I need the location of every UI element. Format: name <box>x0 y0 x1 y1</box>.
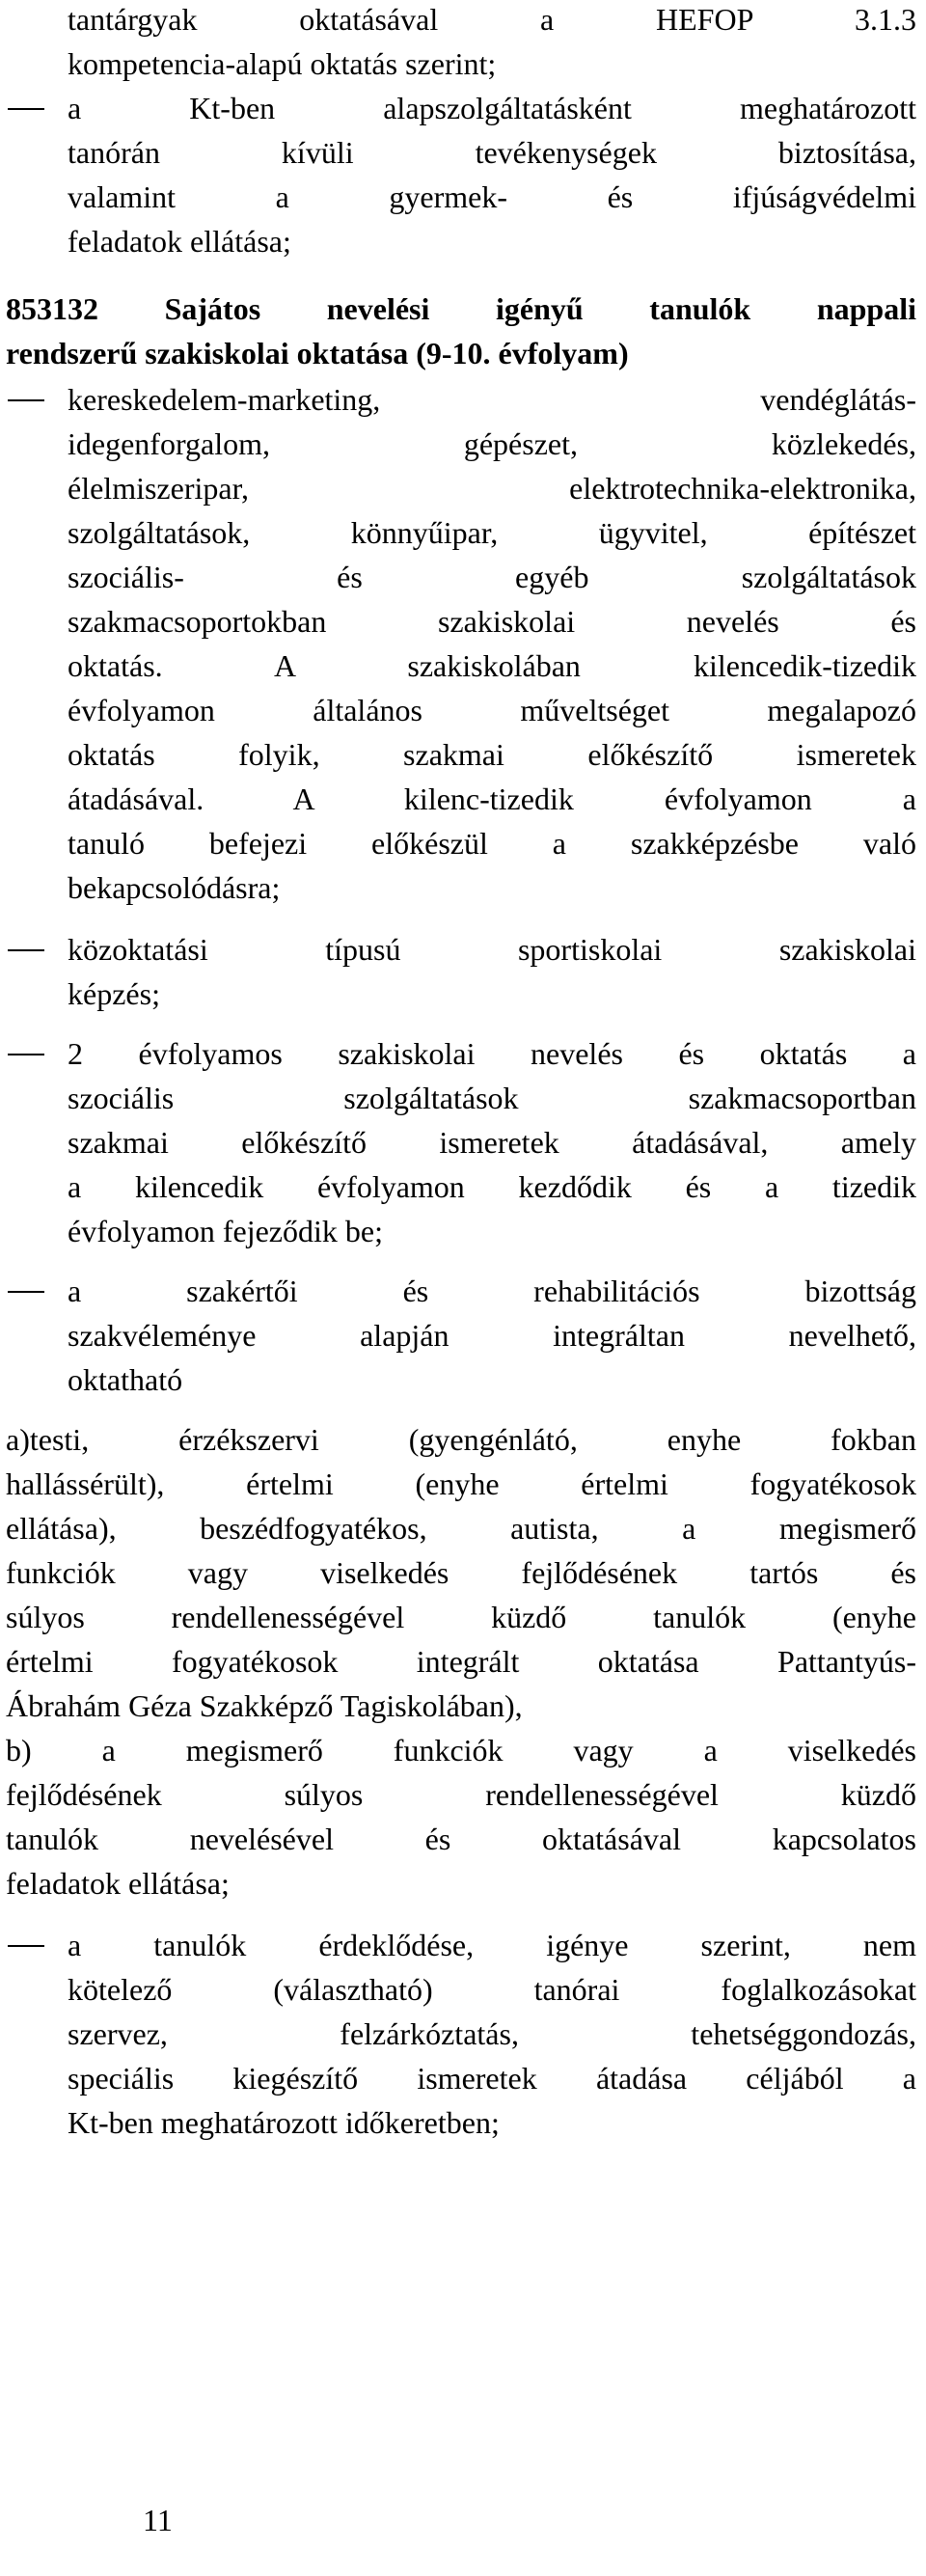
text-line: oktatás folyik, szakmai előkészítő ismeretek <box>68 737 916 772</box>
text-line: oktatás. A szakiskolában kilencedik-tizedik <box>68 648 916 683</box>
text-line: Ábrahám Géza Szakképző Tagiskolában), <box>6 1688 523 1723</box>
text-line: fejlődésének súlyos rendellenességével küzdő <box>6 1777 916 1812</box>
text-line: súlyos rendellenességével küzdő tanulók (enyhe <box>6 1600 916 1634</box>
text-line: szakmai előkészítő ismeretek átadásával, amely <box>68 1125 916 1160</box>
text-line: tantárgyak oktatásával a HEFOP 3.1.3 <box>68 2 916 37</box>
list-item-first-line: 2 évfolyamos szakiskolai nevelés és oktatás a <box>68 1036 916 1071</box>
list-item-first-line: közoktatási típusú sportiskolai szakiskolai <box>68 932 916 967</box>
text-line: feladatok ellátása; <box>6 1866 230 1901</box>
text-line: oktatható <box>68 1362 183 1397</box>
dash-bullet-icon <box>8 1054 44 1055</box>
list-item-first-line: a szakértői és rehabilitációs bizottság <box>68 1274 916 1308</box>
text-line: b) a megismerő funkciók vagy a viselkedés <box>6 1733 916 1768</box>
text-line: szociális szolgáltatások szakmacsoportban <box>68 1081 916 1115</box>
text-line: szakmacsoportokban szakiskolai nevelés és <box>68 604 916 639</box>
list-item-first-line: a Kt-ben alapszolgáltatásként meghatározott <box>68 91 916 125</box>
text-line: valamint a gyermek- és ifjúságvédelmi <box>68 179 916 214</box>
text-line: ellátása), beszédfogyatékos, autista, a megismerő <box>6 1511 916 1546</box>
section-heading-line: rendszerű szakiskolai oktatása (9-10. évfolyam) <box>6 336 629 370</box>
text-line: idegenforgalom, gépészet, közlekedés, <box>68 426 916 461</box>
page-number: 11 <box>143 2503 173 2537</box>
text-line: tanuló befejezi előkészül a szakképzésbe való <box>68 826 916 861</box>
text-line: a)testi, érzékszervi (gyengénlátó, enyhe fokban <box>6 1422 916 1457</box>
text-line: átadásával. A kilenc-tizedik évfolyamon a <box>68 781 916 816</box>
text-line: szervez, felzárkóztatás, tehetséggondozás, <box>68 2016 916 2051</box>
text-line: élelmiszeripar, elektrotechnika-elektronika, <box>68 471 916 506</box>
dash-bullet-icon <box>8 399 44 401</box>
text-line: bekapcsolódásra; <box>68 870 281 905</box>
text-line: feladatok ellátása; <box>68 224 291 259</box>
text-line: funkciók vagy viselkedés fejlődésének tartós és <box>6 1555 916 1590</box>
text-line: évfolyamon fejeződik be; <box>68 1214 383 1248</box>
text-line: tanulók nevelésével és oktatásával kapcsolatos <box>6 1822 916 1856</box>
dash-bullet-icon <box>8 949 44 951</box>
text-line: szakvéleménye alapján integráltan nevelhető, <box>68 1318 916 1353</box>
text-line: képzés; <box>68 976 160 1011</box>
text-line: kötelező (választható) tanórai foglalkozásokat <box>68 1972 916 2007</box>
text-line: speciális kiegészítő ismeretek átadása céljából a <box>68 2061 916 2096</box>
dash-bullet-icon <box>8 1291 44 1293</box>
text-line: Kt-ben meghatározott időkeretben; <box>68 2105 500 2140</box>
text-line: hallássérült), értelmi (enyhe értelmi fogyatékosok <box>6 1466 916 1501</box>
text-line: szociális- és egyéb szolgáltatások <box>68 560 916 594</box>
section-heading-line: 853132 Sajátos nevelési igényű tanulók nappali <box>6 291 916 326</box>
list-item-first-line: a tanulók érdeklődése, igénye szerint, nem <box>68 1928 916 1962</box>
text-line: a kilencedik évfolyamon kezdődik és a tizedik <box>68 1169 916 1204</box>
list-item-first-line: kereskedelem-marketing, vendéglátás- <box>68 382 916 417</box>
text-line: tanórán kívüli tevékenységek biztosítása, <box>68 135 916 170</box>
dash-bullet-icon <box>8 1945 44 1947</box>
dash-bullet-icon <box>8 108 44 110</box>
text-line: évfolyamon általános műveltséget megalapozó <box>68 693 916 727</box>
text-line: értelmi fogyatékosok integrált oktatása Pattantyús- <box>6 1644 916 1679</box>
text-line: kompetencia-alapú oktatás szerint; <box>68 46 497 81</box>
text-line: szolgáltatások, könnyűipar, ügyvitel, építészet <box>68 515 916 550</box>
